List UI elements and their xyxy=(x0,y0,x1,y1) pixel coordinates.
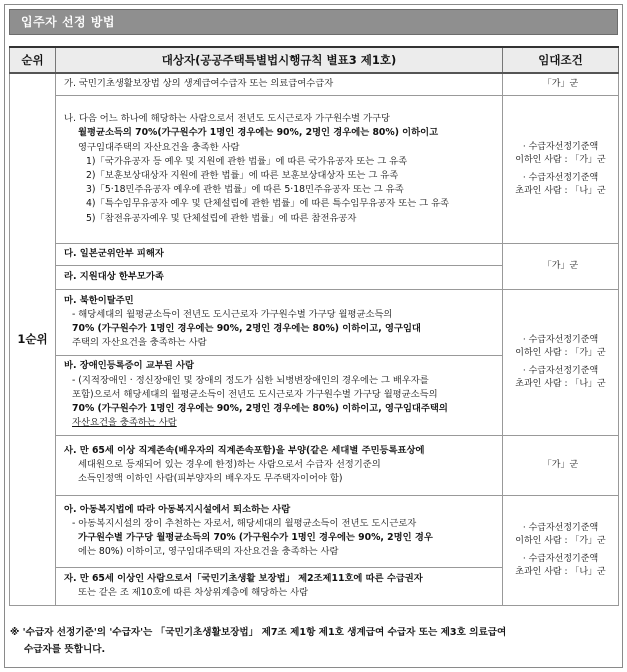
row-a-line: 아. 아동복지법에 따라 아동복지시설에서 퇴소하는 사람 xyxy=(64,503,291,515)
section-title: 입주자 선정 방법 xyxy=(9,9,618,35)
row-na-item: 1)「국가유공자 등 예우 및 지원에 관한 법률」에 따른 국가유공자 또는 그 유족 xyxy=(86,155,408,167)
cond-over-value: 초과인 사람 : 「나」군 xyxy=(515,185,606,196)
row-ja-line: 또는 같은 조 제10호에 따른 차상위계층에 해당하는 사람 xyxy=(78,587,309,598)
row-ma-line: 70% (가구원수가 1명인 경우에는 90%, 2명인 경우에는 80%) 이하이고, 영구임대 xyxy=(72,323,421,334)
table-header-row xyxy=(10,47,619,73)
row-a xyxy=(56,495,503,567)
row-na-line: 영구임대주택의 자산요건을 충족한 사람 xyxy=(78,141,240,153)
row-ba-line: 70% (가구원수가 1명인 경우에는 90%, 2명인 경우에는 80%) 이하이고, 영구임대주택의 xyxy=(72,403,448,415)
cond-over-label: · 수급자선정기준액 xyxy=(522,172,599,183)
row-ba xyxy=(56,355,503,435)
row-ba-line: 포함)으로서 해당세대의 월평균소득이 전년도 도시근로자 가구원수별 가구당 월평균소득의 xyxy=(72,388,438,400)
cond-sa: 「가」군 xyxy=(503,435,619,495)
cond-below-label: · 수급자선정기준액 xyxy=(522,141,599,152)
row-ma-line: 주택의 자산요건을 충족하는 사람 xyxy=(72,337,207,349)
row-sa xyxy=(56,435,503,495)
row-sa-line: 세대원으로 등재되어 있는 경우에 한정)하는 사람으로서 수급자 선정기준의 xyxy=(78,458,381,470)
row-na xyxy=(56,95,503,243)
table-row xyxy=(10,73,619,95)
footnote-line: ※ '수급자 선정기준'의 '수급자'는 「국민기초생활보장법」 제7조 제1항 제1호 생계급여 수급자 또는 제3호 의료급여 xyxy=(10,627,507,638)
rank-cell: 1순위 xyxy=(10,73,56,605)
row-na-line: 월평균소득의 70%(가구원수가 1명인 경우에는 90%, 2명인 경우에는 80%) 이하이고 xyxy=(78,127,439,139)
row-na-item: 2)「보훈보상대상자 지원에 관한 법률」에 따른 보훈보상대상자 또는 그 유족 xyxy=(86,170,399,181)
row-ra xyxy=(56,265,503,289)
row-ra-text: 라. 지원대상 한부모가족 xyxy=(64,270,164,282)
table-row xyxy=(10,495,619,567)
row-a-line: 에는 80%) 이하이고, 영구임대주택의 자산요건을 충족하는 사람 xyxy=(78,546,339,558)
header-condition: 임대조건 xyxy=(503,47,619,73)
row-na-item: 5)「참전유공자예우 및 단체설립에 관한 법률」에 따른 참전유공자 xyxy=(86,212,357,224)
row-ba-line: - (지적장애인 · 정신장애인 및 장애의 정도가 심한 뇌병변장애인의 경우에는 그 배우자를 xyxy=(72,374,429,386)
row-ba-line: 바. 장애인등록증이 교부된 사람 xyxy=(64,360,194,372)
cond-na xyxy=(503,95,619,243)
row-a-line: 가구원수별 가구당 월평균소득의 70% (가구원수가 1명인 경우에는 90%, 2명인 경우 xyxy=(78,532,433,543)
cond-over-label: · 수급자선정기준액 xyxy=(522,365,599,376)
cond-over-label: · 수급자선정기준액 xyxy=(522,553,599,564)
row-da xyxy=(56,243,503,265)
row-ga-text: 가. 국민기초생활보장법 상의 생계급여수급자 또는 의료급여수급자 xyxy=(64,78,334,90)
cond-over-value: 초과인 사람 : 「나」군 xyxy=(515,566,606,577)
cond-da-ra: 「가」군 xyxy=(503,243,619,289)
row-da-text: 다. 일본군위안부 피해자 xyxy=(64,247,164,259)
row-sa-line: 사. 만 65세 이상 직계존속(배우자의 직계존속포함)을 부양(같은 세대별 주민등록표상에 xyxy=(64,444,425,456)
cond-ga: 「가」군 xyxy=(503,73,619,95)
footnote-line: 수급자를 뜻합니다. xyxy=(24,644,106,655)
cond-over-value: 초과인 사람 : 「나」군 xyxy=(515,378,606,389)
table-row xyxy=(10,95,619,243)
header-rank: 순위 xyxy=(10,47,56,73)
cond-below-value: 이하인 사람 : 「가」군 xyxy=(515,154,606,165)
cond-below-label: · 수급자선정기준액 xyxy=(522,334,599,345)
row-sa-line: 소득인정액 이하인 사람(피부양자의 배우자도 무주택자이어야 함) xyxy=(78,473,343,485)
table-row xyxy=(10,289,619,355)
row-ja-line: 자. 만 65세 이상인 사람으로서「국민기초생활 보장법」 제2조제11호에 따른 수급권자 xyxy=(64,572,423,584)
cond-ma-ba xyxy=(503,289,619,435)
row-ma xyxy=(56,289,503,355)
row-ma-line: 마. 북한이탈주민 xyxy=(64,294,134,306)
row-a-line: - 아동복지시설의 장이 추천하는 자로서, 해당세대의 월평균소득이 전년도 도시근로자 xyxy=(72,517,417,529)
cond-below-label: · 수급자선정기준액 xyxy=(522,522,599,533)
row-ga xyxy=(56,73,503,95)
row-ba-line: 자산요건을 충족하는 사람 xyxy=(72,417,177,429)
header-target: 대상자(공공주택특별법시행규칙 별표3 제1호) xyxy=(56,47,503,73)
cond-below-value: 이하인 사람 : 「가」군 xyxy=(515,535,606,546)
footnote xyxy=(10,624,617,658)
row-na-item: 4)「특수임무유공자 예우 및 단체설립에 관한 법률」에 따른 특수임무유공자 또는 그 유족 xyxy=(86,198,450,210)
row-na-line: 나. 다음 어느 하나에 해당하는 사람으로서 전년도 도시근로자 가구원수별 가구당 xyxy=(64,113,390,125)
cond-below-value: 이하인 사람 : 「가」군 xyxy=(515,347,606,358)
cond-a-ja xyxy=(503,495,619,605)
table-row xyxy=(10,243,619,265)
row-na-item: 3)「5·18민주유공자 예우에 관한 법률」에 따른 5·18민주유공자 또는 그 유족 xyxy=(86,184,404,196)
table-row xyxy=(10,435,619,495)
selection-table xyxy=(9,46,619,606)
row-ma-line: - 해당세대의 월평균소득이 전년도 도시근로자 가구원수별 가구당 월평균소득의 xyxy=(72,308,393,320)
row-ja xyxy=(56,567,503,605)
